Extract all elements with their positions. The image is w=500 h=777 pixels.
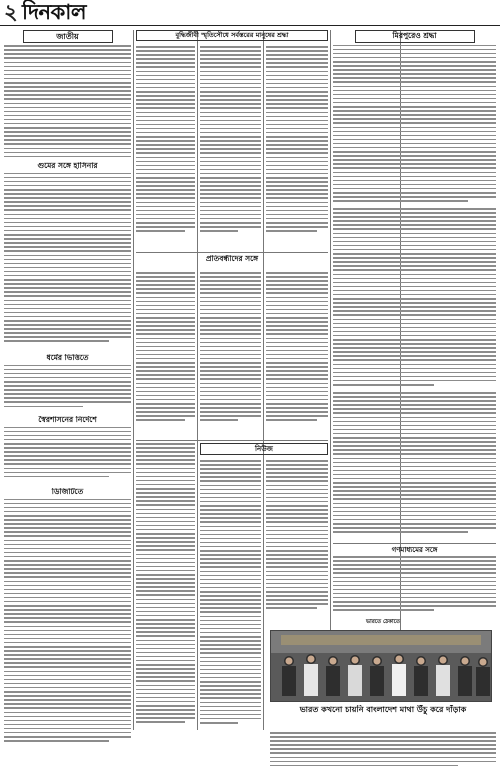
column-rule [133, 30, 134, 730]
article-headline: প্রতিবন্ধীদের সঙ্গে [205, 255, 259, 263]
article-headline: স্বৈরশাসনের নির্দেশে [38, 416, 97, 424]
article-headline: ভারত কখনো চায়নি বাংলাদেশ মাথা উঁচু করে দাঁড়াক [299, 705, 467, 714]
article-body [266, 272, 328, 421]
article-headline: ধর্মের ভিত্তিতে [46, 354, 89, 362]
headline-box-3 [200, 443, 328, 457]
column-rule [330, 30, 331, 630]
article-right-2 [333, 208, 496, 388]
newspaper-title: দিনকাল [22, 0, 87, 24]
article-top-right [333, 30, 496, 205]
article-right-3 [333, 392, 496, 542]
article-body [136, 46, 195, 232]
article-body [333, 45, 496, 202]
photo-caption-headline [270, 619, 496, 630]
article-body [4, 173, 131, 342]
article-body [200, 46, 261, 232]
article-body [4, 45, 131, 160]
section-rule [136, 252, 328, 253]
bottom-right-headline-box [270, 705, 496, 729]
article-headline: নিউজ [200, 443, 328, 455]
article-headline: মিরপুরেও শ্রদ্ধা [355, 30, 475, 43]
lead-body-col-3 [266, 46, 328, 251]
group-photo-image [271, 631, 492, 702]
headline-box-2 [136, 255, 328, 269]
article-headline: ভারতে ঠেকাতে [366, 619, 400, 625]
article-top-left [4, 30, 131, 160]
lead-body-col-1 [136, 46, 195, 251]
article-left-2 [4, 162, 131, 352]
mid2-col-2 [200, 272, 261, 437]
article-body [4, 365, 131, 407]
lead-headline-box [136, 30, 328, 44]
article-body [333, 556, 496, 611]
article-right-4 [333, 546, 496, 626]
column-rule [197, 30, 198, 730]
article-body [136, 443, 195, 723]
masthead [0, 0, 500, 26]
article-body [266, 460, 328, 609]
article-body [4, 499, 131, 742]
article-body [200, 460, 261, 724]
article-headline: গণমাধ্যমের সঙ্গে [391, 546, 438, 554]
lead-body-col-2 [200, 46, 261, 251]
column-rule [263, 30, 264, 730]
article-left-5 [4, 488, 131, 773]
article-left-4 [4, 416, 131, 486]
section-rule [333, 543, 496, 544]
article-headline: গুমের সঙ্গে হাসিনার [37, 162, 98, 170]
page-number: ২ [4, 0, 18, 24]
mid3-col-2 [200, 460, 261, 773]
lead-headline: বুদ্ধিজীবী স্মৃতিসৌধে সর্বস্তরের মানুষের শ্রদ্ধা [136, 30, 328, 41]
news-photo [270, 630, 492, 702]
mid2-col-3 [266, 272, 328, 437]
mid3-col-3 [266, 460, 328, 625]
article-body [333, 392, 496, 533]
article-body [200, 272, 261, 421]
article-headline: ডিজিটিতে [51, 488, 84, 496]
article-body [333, 208, 496, 386]
mid2-col-1 [136, 272, 195, 437]
section-rule [136, 440, 328, 441]
article-body [136, 272, 195, 421]
mid3-col-1 [136, 443, 195, 773]
article-bottom-right [270, 732, 496, 774]
article-left-3 [4, 354, 131, 414]
article-body [270, 732, 496, 766]
article-headline: জাতীয় [23, 30, 113, 43]
article-body [4, 427, 131, 478]
article-body [266, 46, 328, 232]
